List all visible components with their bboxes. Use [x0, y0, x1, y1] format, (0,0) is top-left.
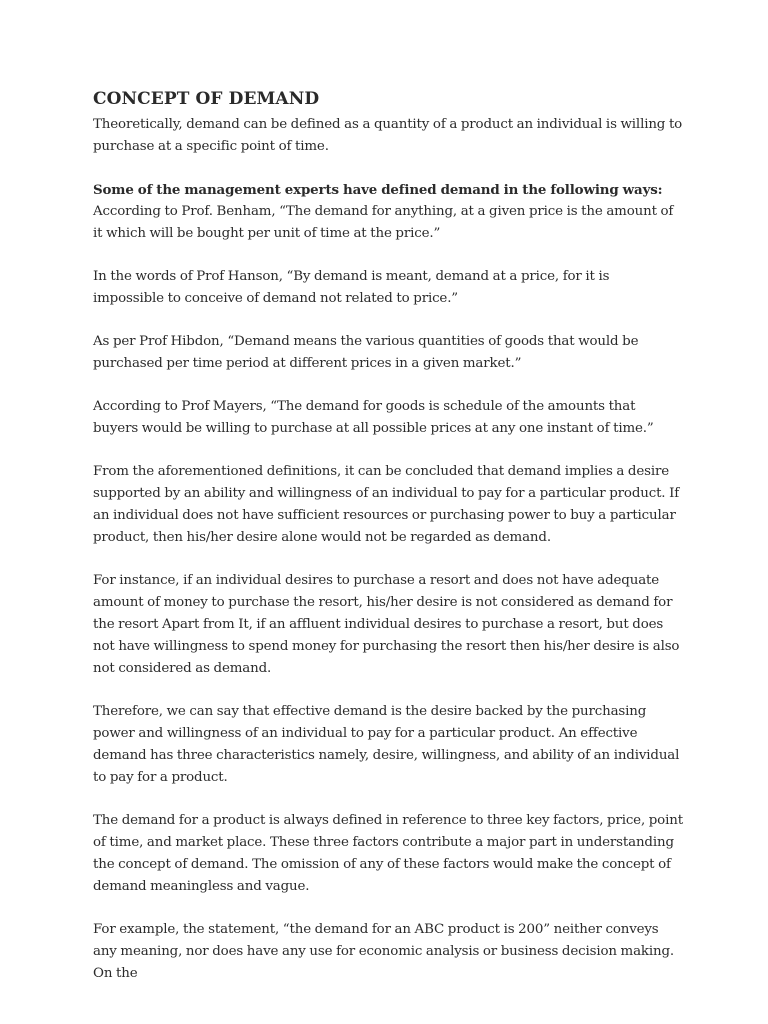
spacer: [93, 440, 683, 461]
conclusion-paragraph: From the aforementioned definitions, it can be concluded that demand implies a desire supported by an ability and willingness of an individual to pay for a particular product. If an individual does not have sufficient resources or purchasing power to buy a particular product, then his/her desire alone would not be regarded as demand.: [93, 464, 680, 545]
spacer: [93, 549, 683, 570]
instance-paragraph: For instance, if an individual desires to purchase a resort and does not have adequate amount of money to purchase the resort, his/her desire is not considered as demand for the resort Apart from It, if an affluent individual desires to purchase a resort, but does not have willingness to spend money for purchasing the resort then his/her desire is also not considered as demand.: [93, 573, 680, 676]
hanson-definition: In the words of Prof Hanson, “By demand is meant, demand at a price, for it is impossible to conceive of demand not related to price.”: [93, 269, 610, 306]
factors-paragraph: The demand for a product is always defined in reference to three key factors, price, point of time, and market place. These three factors contribute a major part in understanding the concept of demand. The omission of any of these factors would make the concept of demand meaningless and vague.: [93, 813, 683, 894]
effective-demand-paragraph: Therefore, we can say that effective demand is the desire backed by the purchasing power and willingness of an individual to pay for a particular product. An effective demand has three characteristics namely, desire, willingness, and ability of an individual to pay for a product.: [93, 704, 680, 785]
example-paragraph: For example, the statement, “the demand for an ABC product is 200” neither conveys any meaning, nor does have any use for economic analysis or business decision making. On the: [93, 922, 675, 981]
mayers-definition: According to Prof Mayers, “The demand for goods is schedule of the amounts that buyers would be willing to purchase at all possible prices at any one instant of time.”: [93, 399, 654, 436]
spacer: [93, 158, 683, 179]
benham-definition: According to Prof. Benham, “The demand for anything, at a given price is the amount of it which will be bought per unit of time at the price.”: [93, 204, 674, 241]
spacer: [93, 898, 683, 919]
document-title: CONCEPT OF DEMAND: [93, 89, 320, 109]
spacer: [93, 375, 683, 396]
hibdon-definition: As per Prof Hibdon, “Demand means the various quantities of goods that would be purchased per time period at different prices in a given market.”: [93, 334, 639, 371]
spacer: [93, 789, 683, 810]
spacer: [93, 245, 683, 266]
spacer: [93, 310, 683, 331]
intro-paragraph: Theoretically, demand can be defined as a quantity of a product an individual is willing to purchase at a specific point of time.: [93, 117, 683, 154]
document-page: [93, 88, 683, 985]
spacer: [93, 680, 683, 701]
experts-heading: Some of the management experts have defined demand in the following ways:: [93, 182, 663, 198]
